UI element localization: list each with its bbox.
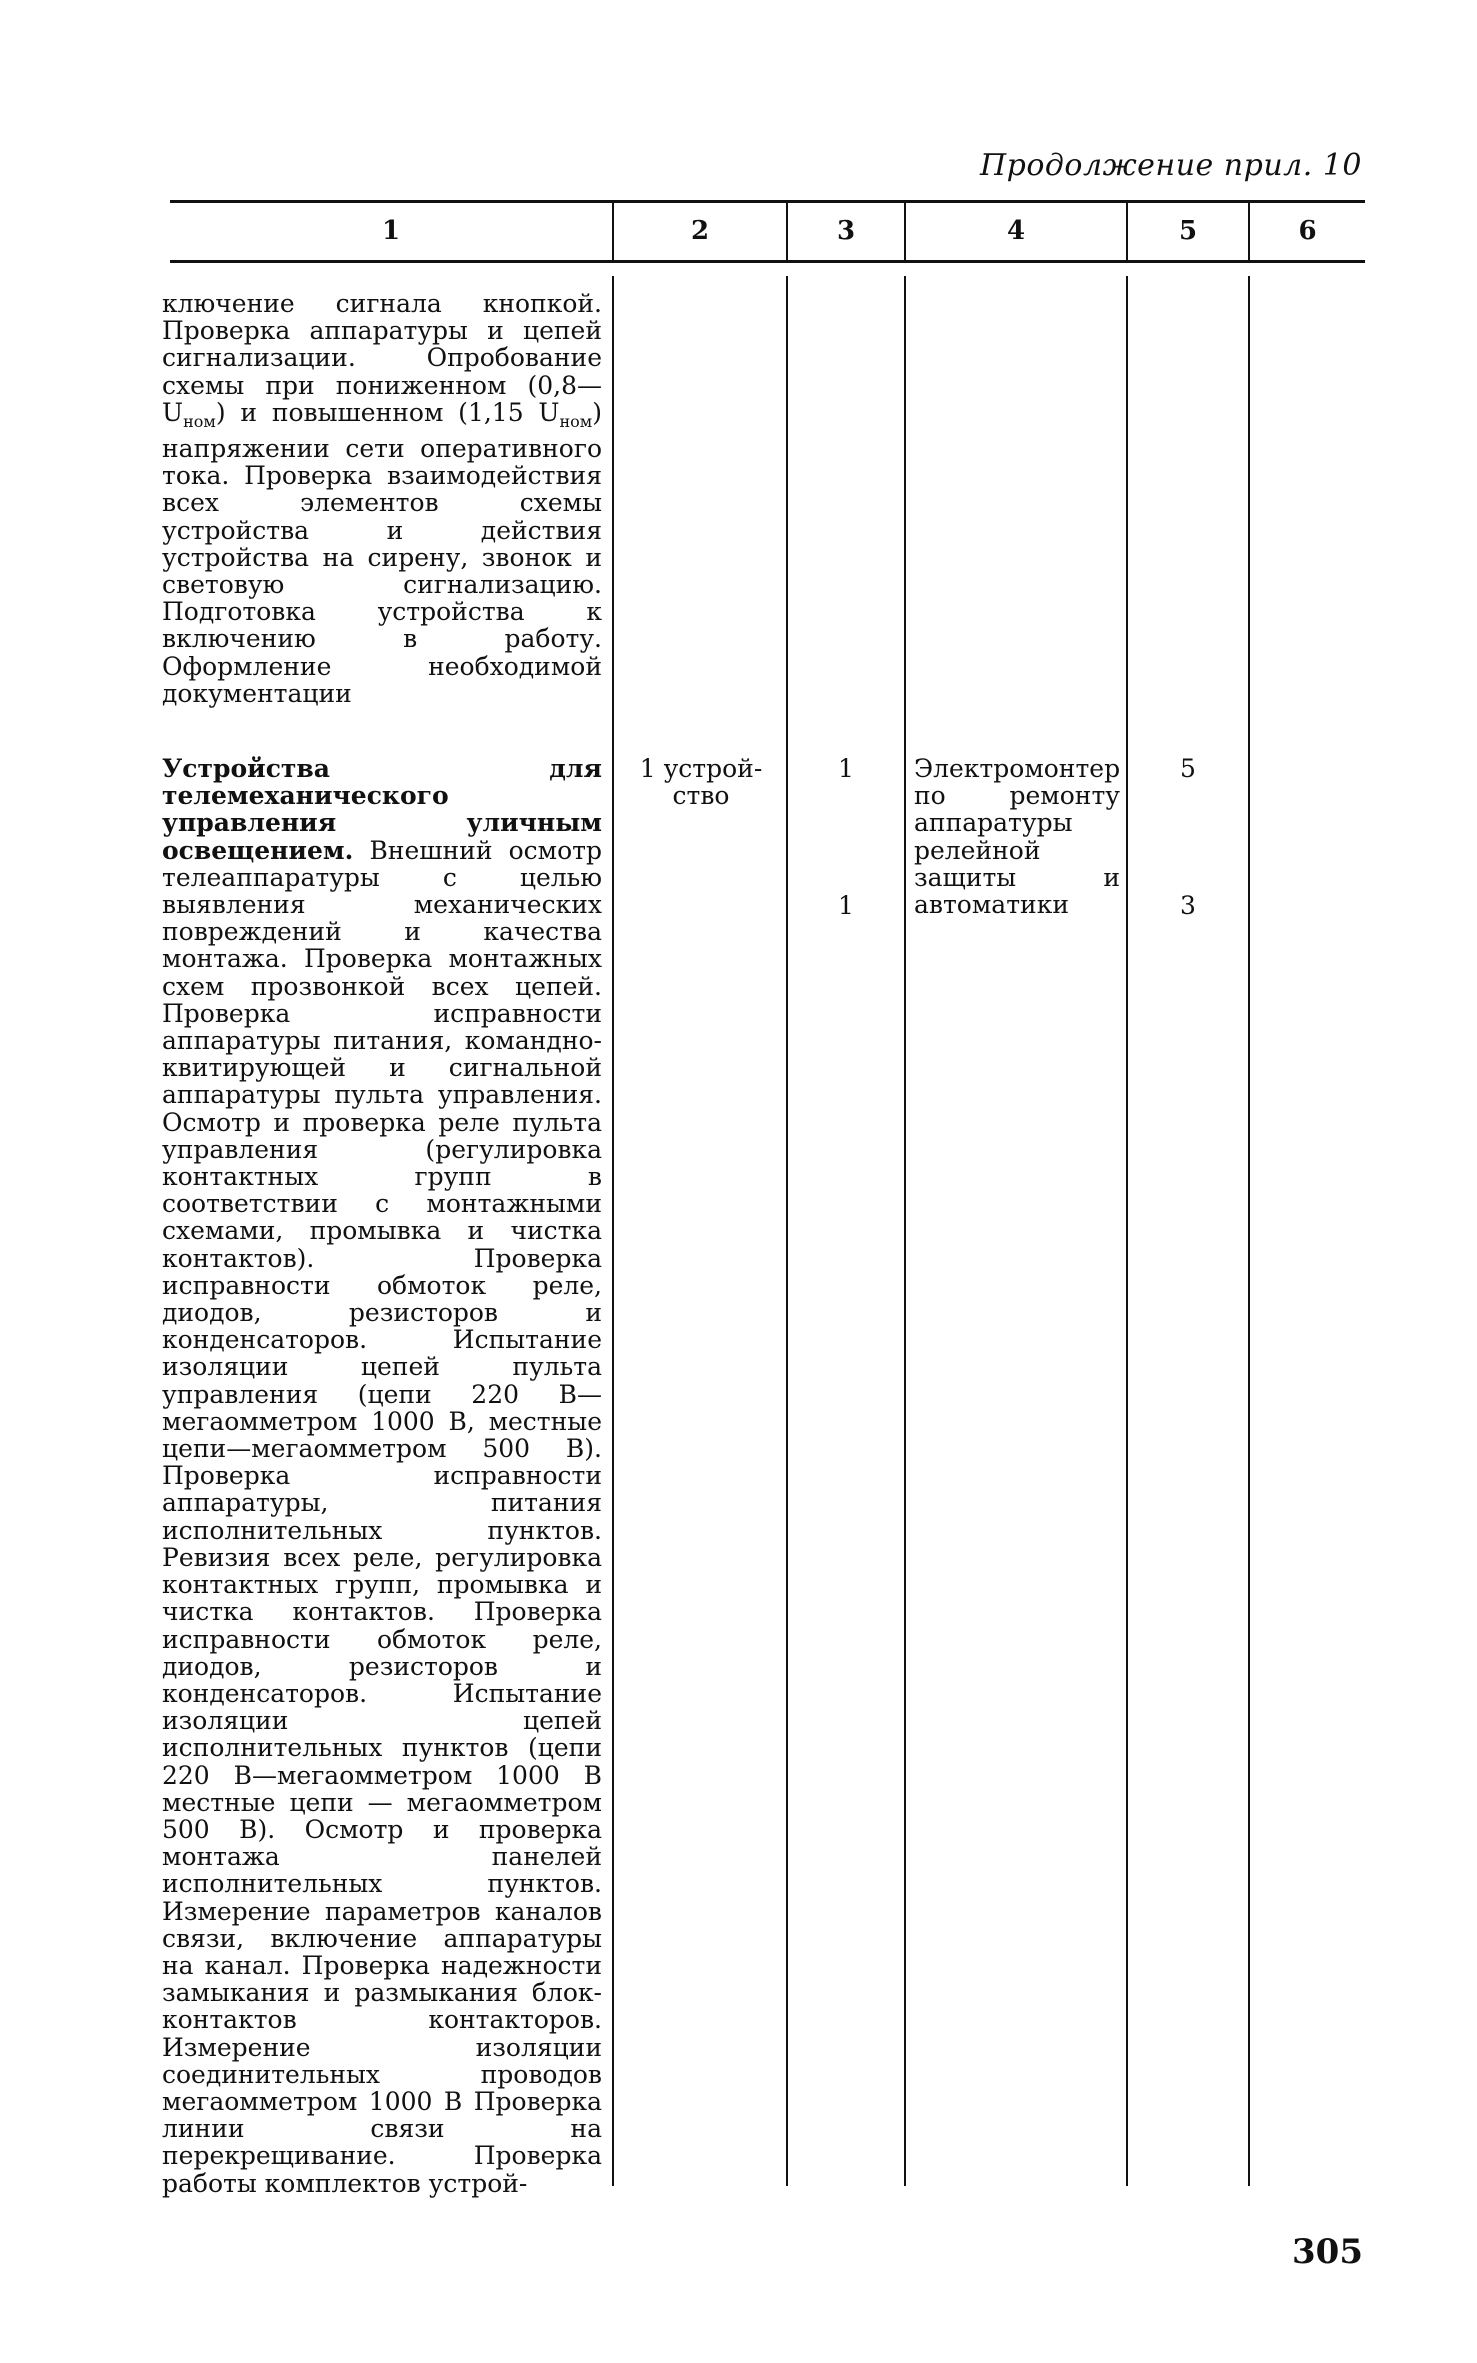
table-header-rule: [170, 260, 1365, 263]
row2-worker: Электромонтер по ремонту аппаратуры релейной защиты и автоматики: [914, 754, 1121, 920]
row2-col5-a: 5: [1180, 754, 1196, 783]
row2-col3-a: 1: [838, 754, 854, 783]
col-divider-3-body: [904, 276, 906, 2186]
row2-quantity-unit: 1 устрой-ство: [639, 754, 763, 811]
col-divider-1-body: [612, 276, 614, 2186]
col-divider-4-body: [1126, 276, 1128, 2186]
table-top-rule: [170, 200, 1365, 203]
column-number-1: 1: [381, 216, 401, 246]
column-number-2: 2: [690, 216, 710, 246]
column-number-3: 3: [836, 216, 856, 246]
column-number-6: 6: [1298, 216, 1317, 246]
row2-description: [162, 755, 602, 2197]
column-number-5: 5: [1178, 216, 1198, 246]
row2-col3-b: 1: [838, 891, 854, 920]
col-divider-2-body: [786, 276, 788, 2186]
row2-title: Устройства для телемеханического управления уличным освещением.: [162, 754, 602, 865]
page-number: 305: [1292, 2232, 1363, 2272]
row1-description: ключение сигнала кнопкой. Проверка аппаратуры и цепей сигнализации. Опробование схемы при пониженном $(0,8—U_{ном})$ и повышенном (1,15 $U_{ном}$) напряжении сети оперативного тока. Проверка взаимодействия всех элементов схемы устройства и действия устройства на сирену, звонок и световую сигнализацию. Подготовка устройства к включению в работу. Оформление необходимой документации: [162, 289, 602, 708]
column-number-4: 4: [1006, 216, 1026, 246]
row2-col5-b: 3: [1180, 891, 1196, 920]
continuation-note: Продолжение прил. 10: [979, 148, 1362, 183]
col-divider-5-body: [1248, 276, 1250, 2186]
row2-body: Внешний осмотр телеаппаратуры с целью выявления механических повреждений и качества монтажа. Проверка монтажных схем прозвонкой всех цепей. Проверка исправности аппаратуры питания, командно-квитирующей и сигнальной аппаратуры пульта управления. Осмотр и проверка реле пульта управления (регулировка контактных групп в соответствии с монтажными схемами, промывка и чистка контактов). Проверка исправности обмоток реле, диодов, резисторов и конденсаторов. Испытание изоляции цепей пульта управления (цепи 220 В—мегаомметром 1000 В, местные цепи—мегаомметром 500 В). Проверка исправности аппаратуры, питания исполнительных пунктов. Ревизия всех реле, регулировка контактных групп, промывка и чистка контактов. Проверка исправности обмоток реле, диодов, резисторов и конденсаторов. Испытание изоляции цепей исполнительных пунктов (цепи 220 В—мегаомметром 1000 В местные цепи — мегаомметром 500 В). Осмотр и проверка монтажа панелей исполнительных пунктов. Измерение параметров каналов связи, включение аппаратуры на канал. Проверка надежности замыкания и размыкания блок-контактов контакторов. Измерение изоляции соединительных проводов мегаомметром 1000 В Проверка линии связи на перекрещивание. Проверка работы комплектов устрой-: [162, 835, 603, 2198]
